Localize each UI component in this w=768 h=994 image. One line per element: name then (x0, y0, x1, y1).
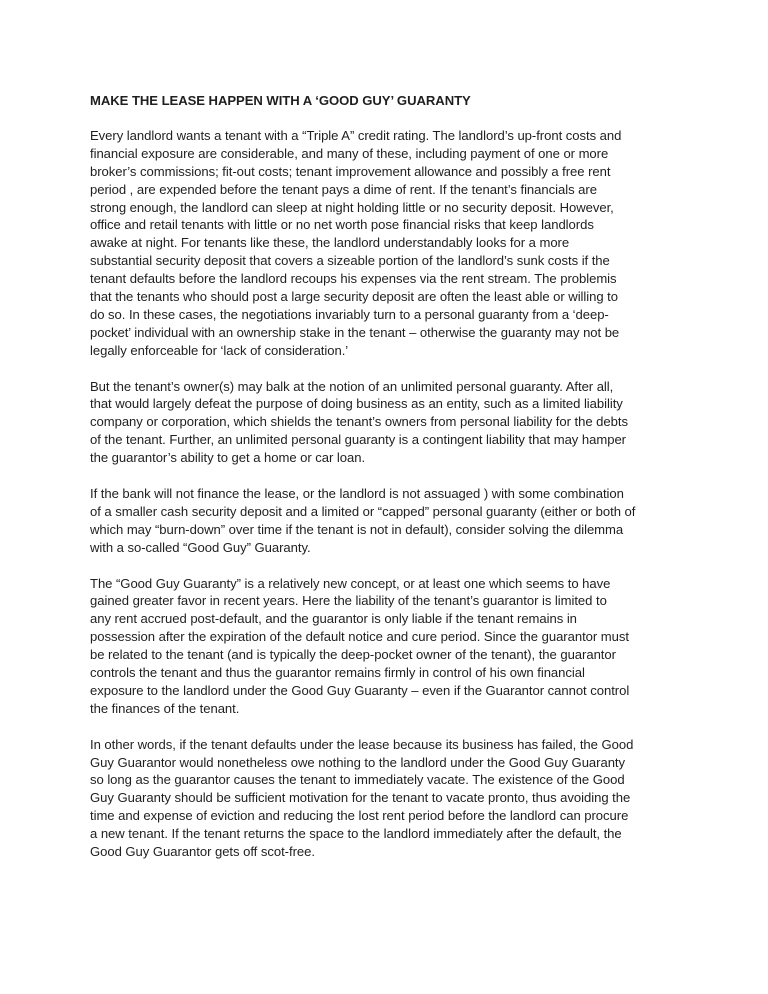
text-line: Good Guy Guarantor gets off scot-free. (90, 844, 315, 860)
text-line: Guy Guarantor would nonetheless owe nothing to the landlord under the Good Guy Guaranty (90, 754, 626, 770)
paragraph-3 (90, 485, 690, 557)
paragraph-4 (90, 575, 690, 718)
text-line: awake at night. For tenants like these, the landlord understandably looks for a more (90, 235, 570, 251)
text-line: pocket’ individual with an ownership stake in the tenant – otherwise the guaranty may not be (90, 324, 620, 340)
text-line: time and expense of eviction and reducing the lost rent period before the landlord can procure (90, 808, 629, 824)
text-line: legally enforceable for ‘lack of consideration.’ (90, 342, 349, 358)
text-line: substantial security deposit that covers a sizeable portion of the landlord’s sunk costs if the (90, 253, 610, 269)
paragraph-2 (90, 378, 690, 468)
text-line: the finances of the tenant. (90, 700, 240, 716)
paragraph-5 (90, 736, 690, 861)
document-title: MAKE THE LEASE HAPPEN WITH A ‘GOOD GUY’ GUARANTY (90, 93, 471, 108)
text-line: period , are expended before the tenant pays a dime of rent. If the tenant’s financials are (90, 181, 597, 197)
text-line: any rent accrued post-default, and the guarantor is only liable if the tenant remains in (90, 611, 577, 627)
text-line: company or corporation, which shields the tenant’s owners from personal liability for the debts (90, 414, 628, 430)
text-line: But the tenant’s owner(s) may balk at the notion of an unlimited personal guaranty. After all, (90, 378, 614, 394)
text-line: which may “burn-down” over time if the tenant is not in default), consider solving the dilemma (90, 521, 624, 537)
text-line: a new tenant. If the tenant returns the space to the landlord immediately after the default, the (90, 826, 622, 842)
text-line: gained greater favor in recent years. Here the liability of the tenant’s guarantor is limited to (90, 593, 607, 609)
document-body (90, 92, 690, 879)
text-line: The “Good Guy Guaranty” is a relatively new concept, or at least one which seems to have (90, 575, 611, 591)
text-line: financial exposure are considerable, and many of these, including payment of one or more (90, 145, 609, 161)
text-line: with a so-called “Good Guy” Guaranty. (90, 539, 311, 555)
text-line: office and retail tenants with little or no net worth pose financial risks that keep landlords (90, 217, 594, 233)
text-line: of the tenant. Further, an unlimited personal guaranty is a contingent liability that may hamper (90, 432, 626, 448)
text-line: strong enough, the landlord can sleep at night holding little or no security deposit. However, (90, 199, 614, 215)
text-line: so long as the guarantor causes the tenant to immediately vacate. The existence of the Good (90, 772, 625, 788)
text-line: possession after the expiration of the default notice and cure period. Since the guarantor must (90, 629, 629, 645)
text-line: of a smaller cash security deposit and a limited or “capped” personal guaranty (either or both of (90, 503, 636, 519)
text-line: Guy Guaranty should be sufficient motivation for the tenant to vacate pronto, thus avoiding the (90, 790, 631, 806)
text-line: exposure to the landlord under the Good Guy Guaranty – even if the Guarantor cannot control (90, 682, 630, 698)
text-line: that would largely defeat the purpose of doing business as an entity, such as a limited liability (90, 396, 623, 412)
text-line: tenant defaults before the landlord recoups his expenses via the rent stream. The problemis (90, 271, 617, 287)
text-line: be related to the tenant (and is typically the deep-pocket owner of the tenant), the guarantor (90, 647, 616, 663)
text-line: broker’s commissions; fit-out costs; tenant improvement allowance and possibly a free rent (90, 163, 611, 179)
text-line: do so. In these cases, the negotiations invariably turn to a personal guaranty from a ‘deep- (90, 306, 609, 322)
text-line: that the tenants who should post a large security deposit are often the least able or willing to (90, 289, 619, 305)
text-line: In other words, if the tenant defaults under the lease because its business has failed, the Good (90, 736, 634, 752)
text-line: controls the tenant and thus the guarantor remains firmly in control of his own financial (90, 665, 585, 681)
text-line: the guarantor’s ability to get a home or car loan. (90, 450, 366, 466)
paragraph-1 (90, 127, 690, 360)
text-line: Every landlord wants a tenant with a “Triple A” credit rating. The landlord’s up-front costs and (90, 127, 622, 143)
text-line: If the bank will not finance the lease, or the landlord is not assuaged ) with some combination (90, 486, 624, 501)
